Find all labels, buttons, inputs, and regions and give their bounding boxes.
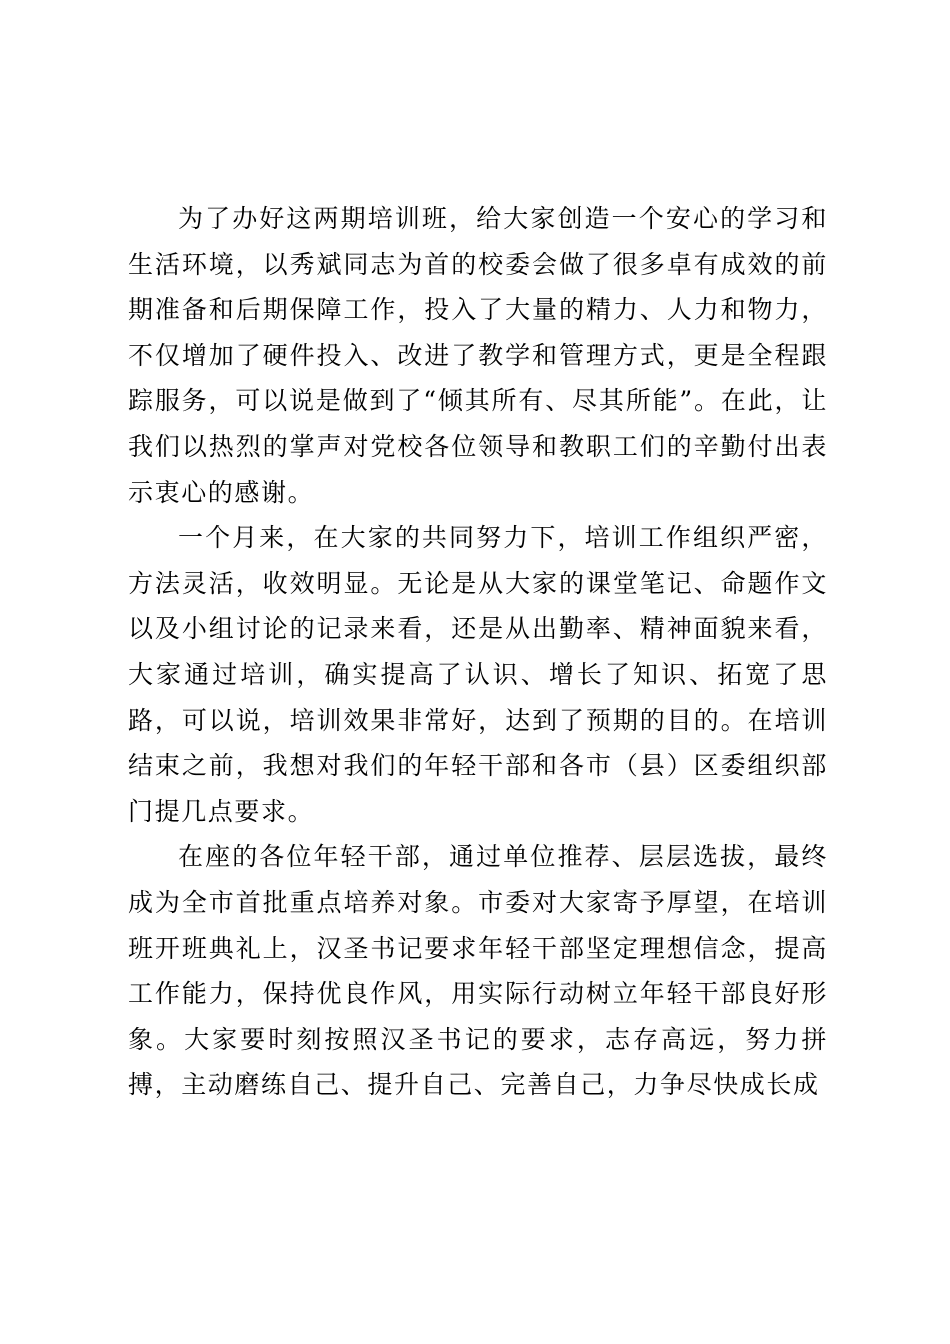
paragraph-2: 一个月来，在大家的共同努力下，培训工作组织严密，方法灵活，收效明显。无论是从大家的课堂笔记、命题作文以及小组讨论的记录来看，还是从出勤率、精神面貌来看，大家通过培训，确实提高了认识、增长了知识、拓宽了思路，可以说，培训效果非常好，达到了预期的目的。在培训结束之前，我想对我们的年轻干部和各市（县）区委组织部门提几点要求。 bbox=[128, 523, 828, 826]
paragraph-3: 在座的各位年轻干部，通过单位推荐、层层选拔，最终成为全市首批重点培养对象。市委对大家寄予厚望，在培训班开班典礼上，汉圣书记要求年轻干部坚定理想信念，提高工作能力，保持优良作风，用实际行动树立年轻干部良好形象。大家要时刻按照汉圣书记的要求，志存高远，努力拼搏，主动磨练自己、提升自己、完善自己，力争尽快成长成 bbox=[128, 842, 828, 1100]
paragraph-1: 为了办好这两期培训班，给大家创造一个安心的学习和生活环境，以秀斌同志为首的校委会做了很多卓有成效的前期准备和后期保障工作，投入了大量的精力、人力和物力，不仅增加了硬件投入、改进了教学和管理方式，更是全程跟踪服务，可以说是做到了“倾其所有、尽其所能”。在此，让我们以热烈的掌声对党校各位领导和教职工们的辛勤付出表示衷心的感谢。 bbox=[128, 204, 828, 507]
document-body bbox=[128, 196, 828, 1108]
